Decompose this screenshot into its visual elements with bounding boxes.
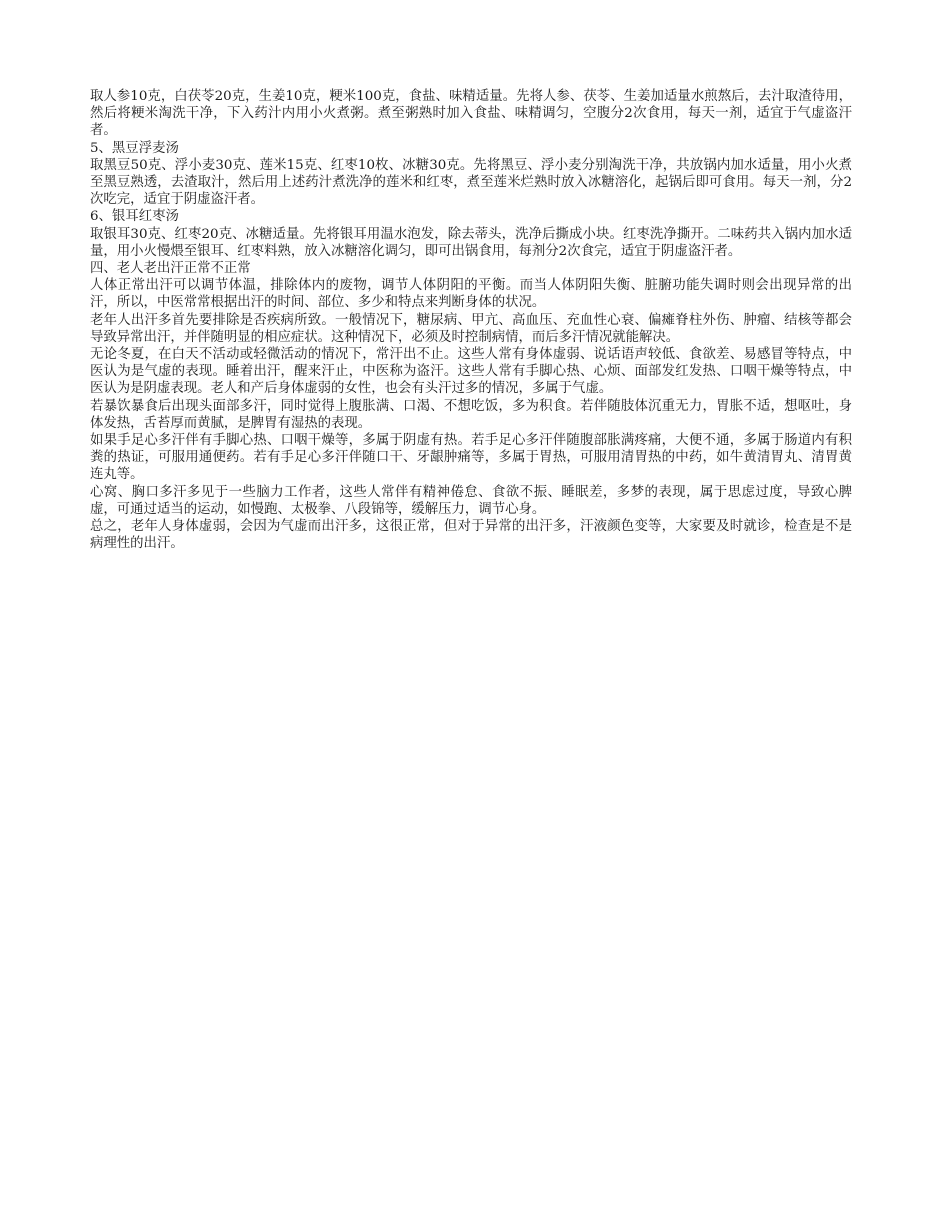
section-4-para-3: 无论冬夏，在白天不活动或轻微活动的情况下，常汗出不止。这些人常有身体虚弱、说话语声较低、食欲差、易感冒等特点，中医认为是气虚的表现。睡着出汗，醒来汗止，中医称为盗汗。这些人常有手脚心热、心烦、面部发红发热、口咽干燥等特点，中医认为是阴虚表现。老人和产后身体虚弱的女性，也会有头汗过多的情况，多属于气虚。 xyxy=(90,347,852,397)
recipe-5-text: 取黑豆50克、浮小麦30克、莲米15克、红枣10枚、冰糖30克。先将黑豆、浮小麦分别淘洗干净，共放锅内加水适量，用小火煮至黑豆熟透，去渣取汁，然后用上述药汁煮洗净的莲米和红枣，煮至莲米烂熟时放入冰糖溶化，起锅后即可食用。每天一剂，分2次吃完，适宜于阴虚盗汗者。 xyxy=(90,157,852,208)
section-4-para-1: 人体正常出汗可以调节体温，排除体内的废物，调节人体阴阳的平衡。而当人体阴阳失衡、脏腑功能失调时则会出现异常的出汗，所以，中医常常根据出汗的时间、部位、多少和特点来判断身体的状况。 xyxy=(90,278,852,311)
recipe-4-text: 取人参10克，白茯苓20克，生姜10克，粳米100克，食盐、味精适量。先将人参、茯苓、生姜加适量水煎熬后，去汁取渣待用，然后将粳米淘洗干净，下入药汁内用小火煮粥。煮至粥熟时加入食盐、味精调匀，空腹分2次食用，每天一剂，适宜于气虚盗汗者。 xyxy=(90,89,852,139)
section-4-heading: 四、老人老出汗正常不正常 xyxy=(90,261,251,277)
section-4-para-5: 如果手足心多汗伴有手脚心热、口咽干燥等，多属于阴虚有热。若手足心多汗伴随腹部胀满疼痛，大便不通，多属于肠道内有积粪的热证，可服用通便药。若有手足心多汗伴随口干、牙龈肿痛等，多属于胃热，可服用清胃热的中药，如牛黄清胃丸、清胃黄连丸等。 xyxy=(90,433,852,483)
section-4-para-2: 老年人出汗多首先要排除是否疾病所致。一般情况下，糖尿病、甲亢、高血压、充血性心衰、偏瘫脊柱外伤、肿瘤、结核等都会导致异常出汗，并伴随明显的相应症状。这种情况下，必须及时控制病情，而后多汗情况就能解决。 xyxy=(90,312,852,345)
section-4-para-4: 若暴饮暴食后出现头面部多汗，同时觉得上腹胀满、口渴、不想吃饭，多为积食。若伴随肢体沉重无力，胃胀不适，想呕吐，身体发热，舌苔厚而黄腻，是脾胃有湿热的表现。 xyxy=(90,398,852,431)
section-4-para-7: 总之，老年人身体虚弱，会因为气虚而出汗多，这很正常，但对于异常的出汗多，汗液颜色变等，大家要及时就诊，检查是不是病理性的出汗。 xyxy=(90,519,852,552)
section-4-para-6: 心窝、胸口多汗多见于一些脑力工作者，这些人常伴有精神倦怠、食欲不振、睡眠差，多梦的表现，属于思虑过度，导致心脾虚，可通过适当的运动，如慢跑、太极拳、八段锦等，缓解压力，调节心身。 xyxy=(90,484,852,517)
recipe-6-heading: 6、银耳红枣汤 xyxy=(90,209,179,225)
recipe-5-heading: 5、黑豆浮麦汤 xyxy=(90,140,179,156)
recipe-6-text: 取银耳30克、红枣20克、冰糖适量。先将银耳用温水泡发，除去蒂头，洗净后撕成小块。红枣洗净撕开。二味药共入锅内加水适量，用小火慢煨至银耳、红枣料熟，放入冰糖溶化调匀，即可出锅食用，每剂分2次食完，适宜于阴虚盗汗者。 xyxy=(90,226,852,259)
document-body xyxy=(90,88,852,552)
